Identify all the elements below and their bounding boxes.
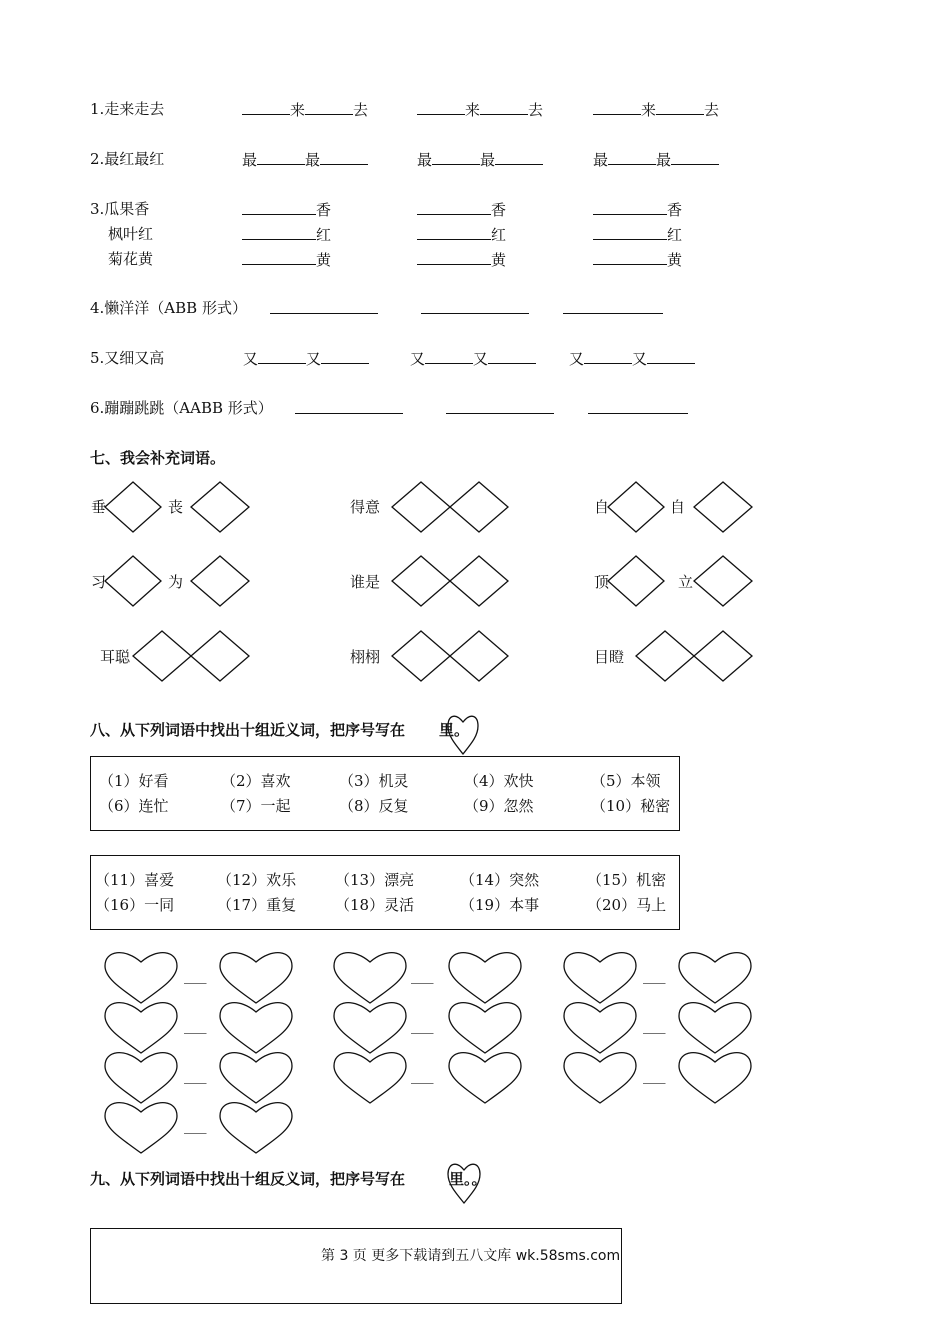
pair-dash: ___ <box>643 1016 666 1034</box>
heart-icon <box>105 1053 177 1103</box>
diamond-box <box>191 631 249 681</box>
word-box-1 <box>90 756 680 831</box>
idiom-char: 习 <box>91 573 107 591</box>
word-item: （8）反复 <box>339 797 409 815</box>
heart-icon <box>220 1003 292 1053</box>
q4-label: 4.懒洋洋（ABB 形式） <box>90 299 247 317</box>
q3-a-1[interactable]: 香 <box>242 200 331 219</box>
word-item: （15）机密 <box>587 871 667 889</box>
idiom-char: 目瞪 <box>594 648 625 666</box>
heart-icon <box>564 953 636 1003</box>
idiom-char: 垂 <box>91 498 107 516</box>
word-item: （18）灵活 <box>335 896 415 914</box>
q3-a-3[interactable]: 香 <box>593 200 682 219</box>
pair-dash: ___ <box>411 1016 434 1034</box>
diamond-box <box>191 556 249 606</box>
q3-b-2[interactable]: 红 <box>417 225 506 244</box>
heart-icon <box>679 953 751 1003</box>
diamond-box <box>636 631 694 681</box>
idiom-char: 丧 <box>168 498 184 516</box>
q5-group-3[interactable]: 又 又 <box>569 349 695 368</box>
diamond-box <box>694 631 752 681</box>
word-item: （7）一起 <box>221 797 291 815</box>
q3-c-3[interactable]: 黄 <box>593 250 682 269</box>
heart-icon <box>220 1103 292 1153</box>
q1-group-2[interactable]: 来 去 <box>417 100 543 119</box>
q2-group-2[interactable]: 最 最 <box>417 150 543 169</box>
page-footer: 第 3 页 更多下载请到五八文库 wk.58sms.com <box>321 1248 621 1264</box>
pair-dash: ___ <box>184 1016 207 1034</box>
word-item: （13）漂亮 <box>335 871 415 889</box>
heart-icon <box>449 1003 521 1053</box>
diamond-box <box>694 556 752 606</box>
q3-label-b: 枫叶红 <box>108 225 154 243</box>
idiom-char: 耳聪 <box>100 648 131 666</box>
q3-label-a: 3.瓜果香 <box>90 200 150 218</box>
heart-icon <box>105 1003 177 1053</box>
word-item: （17）重复 <box>217 896 297 914</box>
word-item: （2）喜欢 <box>221 772 291 790</box>
diamond-box <box>694 482 752 532</box>
heart-icon <box>220 1053 292 1103</box>
diamond-box <box>450 631 508 681</box>
heart-icon <box>334 953 406 1003</box>
section9-title: 九、从下列词语中找出十组反义词，把序号写在 里。。 <box>90 1170 487 1188</box>
q1-label: 1.走来走去 <box>90 100 165 118</box>
diamond-box <box>105 556 161 606</box>
word-item: （14）突然 <box>460 871 540 889</box>
diamond-box <box>191 482 249 532</box>
idiom-char: 自 <box>670 498 686 516</box>
q1-group-3[interactable]: 来 去 <box>593 100 719 119</box>
heart-icon <box>105 1103 177 1153</box>
heart-icon <box>334 1003 406 1053</box>
heart-icon <box>334 1053 406 1103</box>
word-item: （1）好看 <box>99 772 169 790</box>
pair-dash: ___ <box>411 1066 434 1084</box>
q3-c-2[interactable]: 黄 <box>417 250 506 269</box>
idiom-char: 栩栩 <box>350 648 381 666</box>
word-item: （3）机灵 <box>339 772 409 790</box>
heart-icon <box>564 1053 636 1103</box>
q5-group-1[interactable]: 又 又 <box>243 349 369 368</box>
idiom-char: 自 <box>594 498 610 516</box>
heart-icon <box>220 953 292 1003</box>
q3-b-3[interactable]: 红 <box>593 225 682 244</box>
pair-dash: ___ <box>184 966 207 984</box>
diamond-box <box>450 482 508 532</box>
pair-dash: ___ <box>643 1066 666 1084</box>
word-item: （19）本事 <box>460 896 540 914</box>
diamond-box <box>608 556 664 606</box>
word-item: （10）秘密 <box>591 797 671 815</box>
heart-icon <box>449 953 521 1003</box>
idiom-char: 谁是 <box>350 573 381 591</box>
q3-a-2[interactable]: 香 <box>417 200 506 219</box>
section8-title: 八、从下列词语中找出十组近义词，把序号写在 里。 <box>90 721 470 739</box>
heart-icon <box>679 1053 751 1103</box>
word-item: （11）喜爱 <box>95 871 175 889</box>
q2-group-1[interactable]: 最 最 <box>242 150 368 169</box>
pair-dash: ___ <box>184 1066 207 1084</box>
heart-icon <box>679 1003 751 1053</box>
diamond-box <box>608 482 664 532</box>
word-item: （5）本领 <box>591 772 661 790</box>
q5-label: 5.又细又高 <box>90 349 165 367</box>
q3-c-1[interactable]: 黄 <box>242 250 331 269</box>
idiom-char: 顶 <box>594 573 610 591</box>
word-item: （20）马上 <box>587 896 667 914</box>
q6-label: 6.蹦蹦跳跳（AABB 形式） <box>90 399 273 417</box>
word-item: （16）一同 <box>95 896 175 914</box>
pair-dash: ___ <box>643 966 666 984</box>
diamond-box <box>133 631 191 681</box>
heart-icon <box>105 953 177 1003</box>
q3-b-1[interactable]: 红 <box>242 225 331 244</box>
word-item: （6）连忙 <box>99 797 169 815</box>
q1-group-1[interactable]: 来 去 <box>242 100 368 119</box>
diamond-box <box>392 631 450 681</box>
word-item: （9）忽然 <box>464 797 534 815</box>
word-box-2 <box>90 855 680 930</box>
heart-icon <box>449 1053 521 1103</box>
q5-group-2[interactable]: 又 又 <box>410 349 536 368</box>
idiom-char: 得意 <box>350 498 381 516</box>
pair-dash: ___ <box>411 966 434 984</box>
section7-title: 七、我会补充词语。 <box>90 449 226 467</box>
word-item: （12）欢乐 <box>217 871 297 889</box>
idiom-char: 为 <box>168 573 184 591</box>
diamond-box <box>450 556 508 606</box>
heart-icon <box>564 1003 636 1053</box>
pair-dash: ___ <box>184 1116 207 1134</box>
q3-label-c: 菊花黄 <box>108 250 154 268</box>
q2-group-3[interactable]: 最 最 <box>593 150 719 169</box>
diamond-box <box>392 482 450 532</box>
q2-label: 2.最红最红 <box>90 150 165 168</box>
idiom-char: 立 <box>678 573 694 591</box>
word-item: （4）欢快 <box>464 772 534 790</box>
diamond-box <box>392 556 450 606</box>
diamond-box <box>105 482 161 532</box>
word-box-3 <box>90 1228 622 1304</box>
